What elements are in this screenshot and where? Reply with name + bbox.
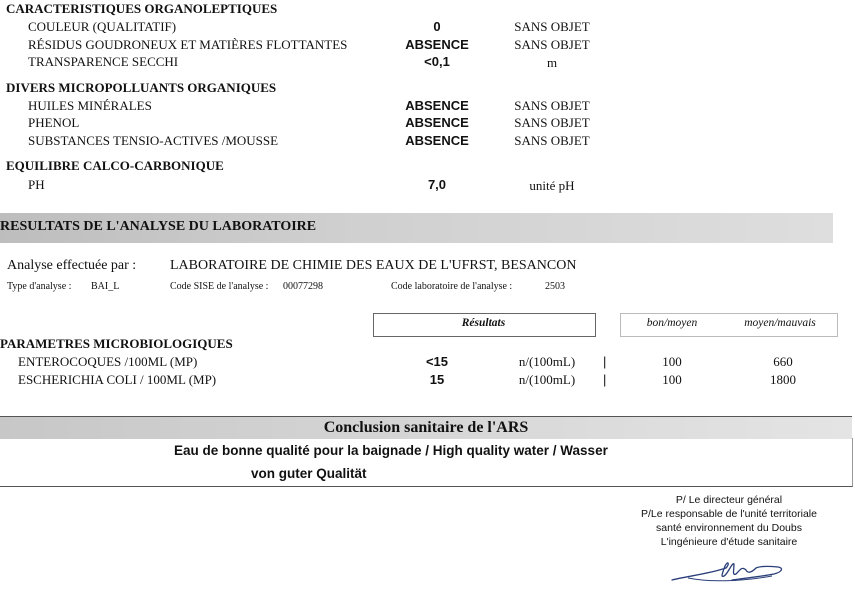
average-bad-threshold: 660 — [773, 354, 793, 369]
performed-by-label: Analyse effectuée par : — [7, 258, 137, 273]
param-value: ABSENCE — [405, 115, 469, 130]
separator: | — [603, 372, 607, 387]
sise-code-label: Code SISE de l'analyse : — [170, 281, 269, 292]
param-unit: m — [546, 55, 558, 70]
good-average-header: bon/moyen — [646, 317, 698, 329]
sise-code-value: 00077298 — [283, 281, 323, 292]
section-title-micropollutants: DIVERS MICROPOLLUANTS ORGANIQUES — [6, 80, 277, 95]
good-average-threshold: 100 — [662, 372, 682, 387]
param-value: 0 — [433, 19, 441, 34]
param-label: PH — [28, 177, 45, 192]
param-unit: SANS OBJET — [514, 133, 590, 148]
results-header: Résultats — [461, 317, 506, 329]
param-value: ABSENCE — [405, 98, 469, 113]
param-label: RÉSIDUS GOUDRONEUX ET MATIÈRES FLOTTANTES — [28, 37, 348, 52]
signature-line-4: L'ingénieure d'étude sanitaire — [660, 536, 798, 548]
param-unit: SANS OBJET — [514, 115, 590, 130]
param-value: ABSENCE — [405, 133, 469, 148]
micro-label: ENTEROCOQUES /100ML (MP) — [18, 354, 198, 369]
param-value: <0,1 — [424, 54, 450, 69]
param-unit: SANS OBJET — [514, 19, 590, 34]
handwritten-signature — [668, 556, 790, 588]
section-title-calco: EQUILIBRE CALCO-CARBONIQUE — [6, 158, 224, 173]
signature-line-2: P/Le responsable de l'unité territoriale — [641, 508, 817, 520]
param-label: HUILES MINÉRALES — [28, 98, 152, 113]
conclusion-line-2: von guter Qualität — [251, 466, 367, 481]
section-title-organoleptic: CARACTERISTIQUES ORGANOLEPTIQUES — [6, 1, 278, 16]
micro-value: <15 — [425, 354, 449, 369]
analysis-type-value: BAI_L — [91, 281, 120, 292]
param-unit: SANS OBJET — [514, 37, 590, 52]
param-label: TRANSPARENCE SECCHI — [28, 54, 179, 69]
analysis-type-label: Type d'analyse : — [7, 281, 72, 292]
micro-unit: n/(100mL) — [518, 372, 576, 387]
good-average-threshold: 100 — [662, 354, 682, 369]
param-value: ABSENCE — [405, 37, 469, 52]
lab-code-label: Code laboratoire de l'analyse : — [391, 281, 513, 292]
average-bad-threshold: 1800 — [770, 372, 796, 387]
conclusion-title: Conclusion sanitaire de l'ARS — [323, 419, 529, 436]
param-unit: SANS OBJET — [514, 98, 590, 113]
micro-value: 15 — [429, 372, 445, 387]
param-label: SUBSTANCES TENSIO-ACTIVES /MOUSSE — [28, 133, 279, 148]
performed-by-value: LABORATOIRE DE CHIMIE DES EAUX DE L'UFRST, BESANCON — [170, 258, 577, 273]
lab-section-title: RESULTATS DE L'ANALYSE DU LABORATOIRE — [0, 219, 317, 234]
param-label: COULEUR (QUALITATIF) — [28, 19, 177, 34]
param-label: PHENOL — [28, 115, 80, 130]
section-title-microbiology: PARAMETRES MICROBIOLOGIQUES — [0, 336, 233, 351]
signature-line-3: santé environnement du Doubs — [656, 522, 802, 534]
conclusion-line-1: Eau de bonne qualité pour la baignade / High quality water / Wasser — [174, 443, 608, 458]
average-bad-header: moyen/mauvais — [744, 317, 816, 329]
micro-label: ESCHERICHIA COLI / 100ML (MP) — [18, 372, 217, 387]
lab-code-value: 2503 — [545, 281, 565, 292]
signature-line-1: P/ Le directeur général — [675, 494, 783, 506]
separator: | — [603, 354, 607, 369]
param-unit: unité pH — [529, 178, 575, 193]
param-value: 7,0 — [427, 177, 447, 192]
micro-unit: n/(100mL) — [518, 354, 576, 369]
